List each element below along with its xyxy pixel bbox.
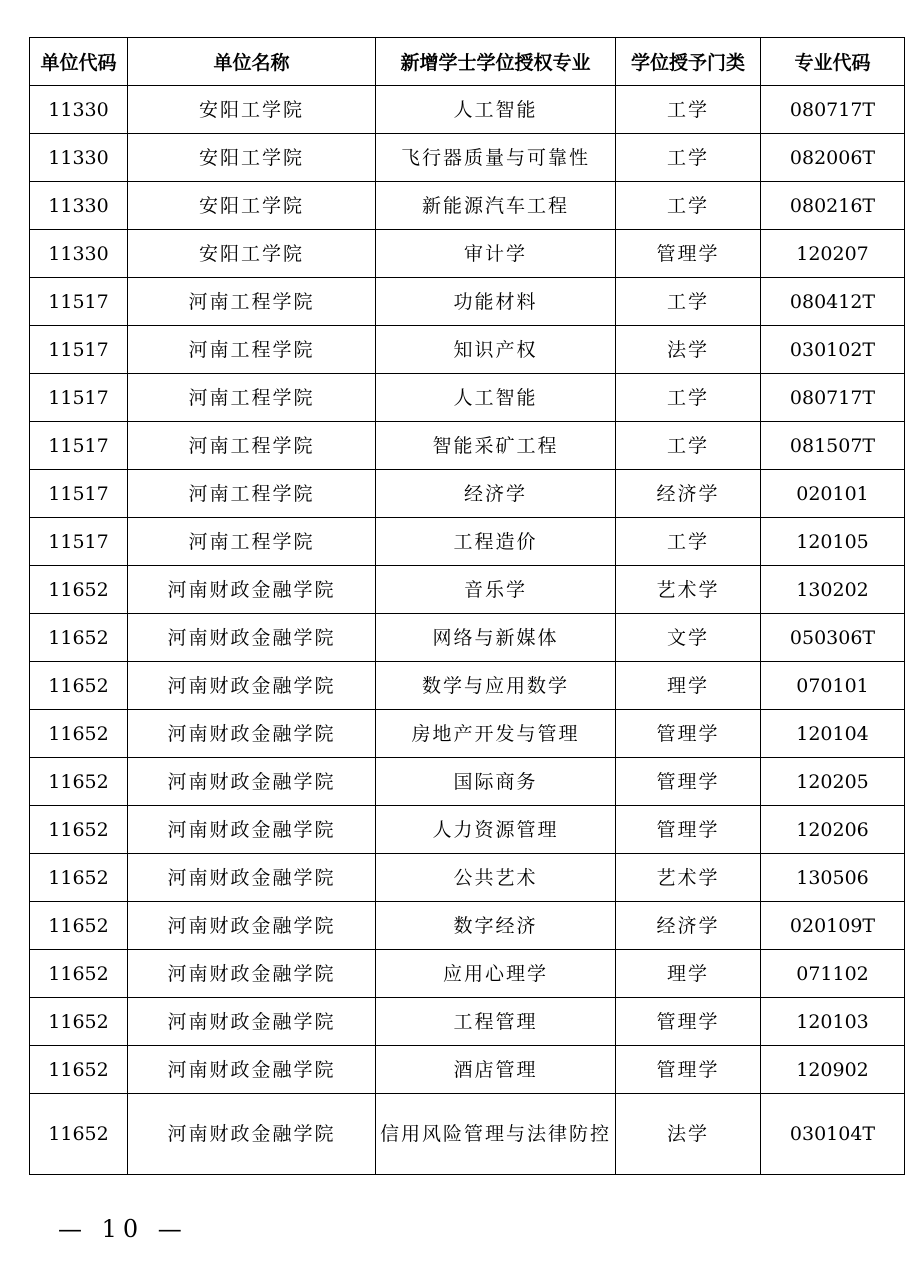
major-code-cell: 071102 bbox=[761, 950, 905, 998]
table-row bbox=[30, 278, 905, 326]
major-code-cell: 120206 bbox=[761, 806, 905, 854]
unit-name-cell: 河南财政金融学院 bbox=[128, 950, 376, 998]
major-name-cell: 审计学 bbox=[376, 230, 616, 278]
unit-code-cell: 11652 bbox=[30, 1046, 128, 1094]
unit-name-cell: 河南工程学院 bbox=[128, 278, 376, 326]
major-name-cell: 人工智能 bbox=[376, 86, 616, 134]
unit-name-cell: 河南工程学院 bbox=[128, 518, 376, 566]
degree-category-cell: 工学 bbox=[616, 86, 761, 134]
major-name-cell: 工程造价 bbox=[376, 518, 616, 566]
major-code-cell: 080412T bbox=[761, 278, 905, 326]
unit-name-cell: 河南财政金融学院 bbox=[128, 998, 376, 1046]
table-row bbox=[30, 758, 905, 806]
major-name-cell: 国际商务 bbox=[376, 758, 616, 806]
major-name-cell: 酒店管理 bbox=[376, 1046, 616, 1094]
unit-name-cell: 河南工程学院 bbox=[128, 470, 376, 518]
degree-category-cell: 工学 bbox=[616, 134, 761, 182]
major-code-cell: 050306T bbox=[761, 614, 905, 662]
unit-code-cell: 11652 bbox=[30, 854, 128, 902]
table-row bbox=[30, 614, 905, 662]
header-degree-category: 学位授予门类 bbox=[616, 38, 761, 86]
table-row bbox=[30, 182, 905, 230]
major-name-cell: 网络与新媒体 bbox=[376, 614, 616, 662]
header-new-major: 新增学士学位授权专业 bbox=[376, 38, 616, 86]
unit-name-cell: 河南财政金融学院 bbox=[128, 1094, 376, 1175]
unit-code-cell: 11517 bbox=[30, 326, 128, 374]
major-name-cell: 数学与应用数学 bbox=[376, 662, 616, 710]
unit-name-cell: 河南工程学院 bbox=[128, 422, 376, 470]
header-major-code: 专业代码 bbox=[761, 38, 905, 86]
table-row bbox=[30, 134, 905, 182]
degree-category-cell: 管理学 bbox=[616, 998, 761, 1046]
table-row bbox=[30, 950, 905, 998]
unit-code-cell: 11330 bbox=[30, 182, 128, 230]
unit-code-cell: 11330 bbox=[30, 134, 128, 182]
major-code-cell: 120105 bbox=[761, 518, 905, 566]
major-code-cell: 120207 bbox=[761, 230, 905, 278]
unit-name-cell: 安阳工学院 bbox=[128, 134, 376, 182]
unit-name-cell: 安阳工学院 bbox=[128, 86, 376, 134]
degree-category-cell: 艺术学 bbox=[616, 854, 761, 902]
unit-code-cell: 11517 bbox=[30, 470, 128, 518]
degree-category-cell: 法学 bbox=[616, 1094, 761, 1175]
major-code-cell: 081507T bbox=[761, 422, 905, 470]
degree-category-cell: 文学 bbox=[616, 614, 761, 662]
degree-category-cell: 工学 bbox=[616, 182, 761, 230]
header-row bbox=[30, 38, 905, 86]
unit-code-cell: 11330 bbox=[30, 230, 128, 278]
unit-name-cell: 河南财政金融学院 bbox=[128, 806, 376, 854]
table-row bbox=[30, 854, 905, 902]
unit-name-cell: 河南财政金融学院 bbox=[128, 854, 376, 902]
major-code-cell: 020101 bbox=[761, 470, 905, 518]
majors-table bbox=[29, 37, 905, 1175]
table-row bbox=[30, 230, 905, 278]
unit-code-cell: 11652 bbox=[30, 758, 128, 806]
degree-category-cell: 法学 bbox=[616, 326, 761, 374]
major-code-cell: 080216T bbox=[761, 182, 905, 230]
unit-name-cell: 河南财政金融学院 bbox=[128, 758, 376, 806]
degree-category-cell: 管理学 bbox=[616, 758, 761, 806]
major-code-cell: 082006T bbox=[761, 134, 905, 182]
major-code-cell: 080717T bbox=[761, 374, 905, 422]
major-name-cell: 经济学 bbox=[376, 470, 616, 518]
table-row bbox=[30, 470, 905, 518]
degree-category-cell: 工学 bbox=[616, 518, 761, 566]
unit-name-cell: 河南财政金融学院 bbox=[128, 662, 376, 710]
unit-code-cell: 11652 bbox=[30, 998, 128, 1046]
unit-name-cell: 河南财政金融学院 bbox=[128, 1046, 376, 1094]
major-name-cell: 公共艺术 bbox=[376, 854, 616, 902]
table-row bbox=[30, 518, 905, 566]
unit-code-cell: 11652 bbox=[30, 806, 128, 854]
unit-name-cell: 河南财政金融学院 bbox=[128, 566, 376, 614]
unit-code-cell: 11330 bbox=[30, 86, 128, 134]
major-name-cell: 功能材料 bbox=[376, 278, 616, 326]
major-name-cell: 工程管理 bbox=[376, 998, 616, 1046]
major-code-cell: 030102T bbox=[761, 326, 905, 374]
table-row bbox=[30, 1046, 905, 1094]
major-name-cell: 应用心理学 bbox=[376, 950, 616, 998]
unit-code-cell: 11517 bbox=[30, 422, 128, 470]
degree-category-cell: 工学 bbox=[616, 374, 761, 422]
major-name-cell: 信用风险管理与法律防控 bbox=[376, 1094, 616, 1175]
table-row bbox=[30, 998, 905, 1046]
degree-category-cell: 理学 bbox=[616, 662, 761, 710]
unit-code-cell: 11517 bbox=[30, 374, 128, 422]
major-name-cell: 房地产开发与管理 bbox=[376, 710, 616, 758]
major-code-cell: 030104T bbox=[761, 1094, 905, 1175]
major-code-cell: 120205 bbox=[761, 758, 905, 806]
major-code-cell: 120103 bbox=[761, 998, 905, 1046]
unit-code-cell: 11652 bbox=[30, 950, 128, 998]
unit-code-cell: 11517 bbox=[30, 518, 128, 566]
table-row bbox=[30, 806, 905, 854]
header-unit-name: 单位名称 bbox=[128, 38, 376, 86]
unit-code-cell: 11652 bbox=[30, 662, 128, 710]
major-name-cell: 飞行器质量与可靠性 bbox=[376, 134, 616, 182]
table-row bbox=[30, 1094, 905, 1175]
unit-name-cell: 河南财政金融学院 bbox=[128, 902, 376, 950]
unit-code-cell: 11652 bbox=[30, 1094, 128, 1175]
header-unit-code: 单位代码 bbox=[30, 38, 128, 86]
degree-category-cell: 艺术学 bbox=[616, 566, 761, 614]
major-code-cell: 070101 bbox=[761, 662, 905, 710]
major-code-cell: 120902 bbox=[761, 1046, 905, 1094]
table-row bbox=[30, 374, 905, 422]
major-name-cell: 智能采矿工程 bbox=[376, 422, 616, 470]
degree-category-cell: 经济学 bbox=[616, 902, 761, 950]
unit-code-cell: 11652 bbox=[30, 710, 128, 758]
unit-name-cell: 河南财政金融学院 bbox=[128, 614, 376, 662]
table-row bbox=[30, 422, 905, 470]
degree-category-cell: 经济学 bbox=[616, 470, 761, 518]
degree-category-cell: 管理学 bbox=[616, 710, 761, 758]
unit-name-cell: 河南工程学院 bbox=[128, 326, 376, 374]
page-number: — 10 — bbox=[58, 1215, 188, 1243]
table-row bbox=[30, 326, 905, 374]
unit-code-cell: 11652 bbox=[30, 614, 128, 662]
major-name-cell: 知识产权 bbox=[376, 326, 616, 374]
major-name-cell: 音乐学 bbox=[376, 566, 616, 614]
major-code-cell: 130202 bbox=[761, 566, 905, 614]
table-row bbox=[30, 710, 905, 758]
unit-code-cell: 11517 bbox=[30, 278, 128, 326]
unit-name-cell: 河南工程学院 bbox=[128, 374, 376, 422]
unit-code-cell: 11652 bbox=[30, 902, 128, 950]
degree-category-cell: 管理学 bbox=[616, 1046, 761, 1094]
unit-name-cell: 安阳工学院 bbox=[128, 182, 376, 230]
major-name-cell: 新能源汽车工程 bbox=[376, 182, 616, 230]
degree-category-cell: 理学 bbox=[616, 950, 761, 998]
table-row bbox=[30, 566, 905, 614]
table-row bbox=[30, 902, 905, 950]
major-code-cell: 080717T bbox=[761, 86, 905, 134]
table-row bbox=[30, 86, 905, 134]
major-name-cell: 人工智能 bbox=[376, 374, 616, 422]
major-code-cell: 120104 bbox=[761, 710, 905, 758]
unit-code-cell: 11652 bbox=[30, 566, 128, 614]
unit-name-cell: 安阳工学院 bbox=[128, 230, 376, 278]
table-row bbox=[30, 662, 905, 710]
degree-category-cell: 管理学 bbox=[616, 230, 761, 278]
degree-category-cell: 工学 bbox=[616, 422, 761, 470]
major-code-cell: 020109T bbox=[761, 902, 905, 950]
degree-category-cell: 管理学 bbox=[616, 806, 761, 854]
major-code-cell: 130506 bbox=[761, 854, 905, 902]
unit-name-cell: 河南财政金融学院 bbox=[128, 710, 376, 758]
degree-category-cell: 工学 bbox=[616, 278, 761, 326]
major-name-cell: 数字经济 bbox=[376, 902, 616, 950]
major-name-cell: 人力资源管理 bbox=[376, 806, 616, 854]
